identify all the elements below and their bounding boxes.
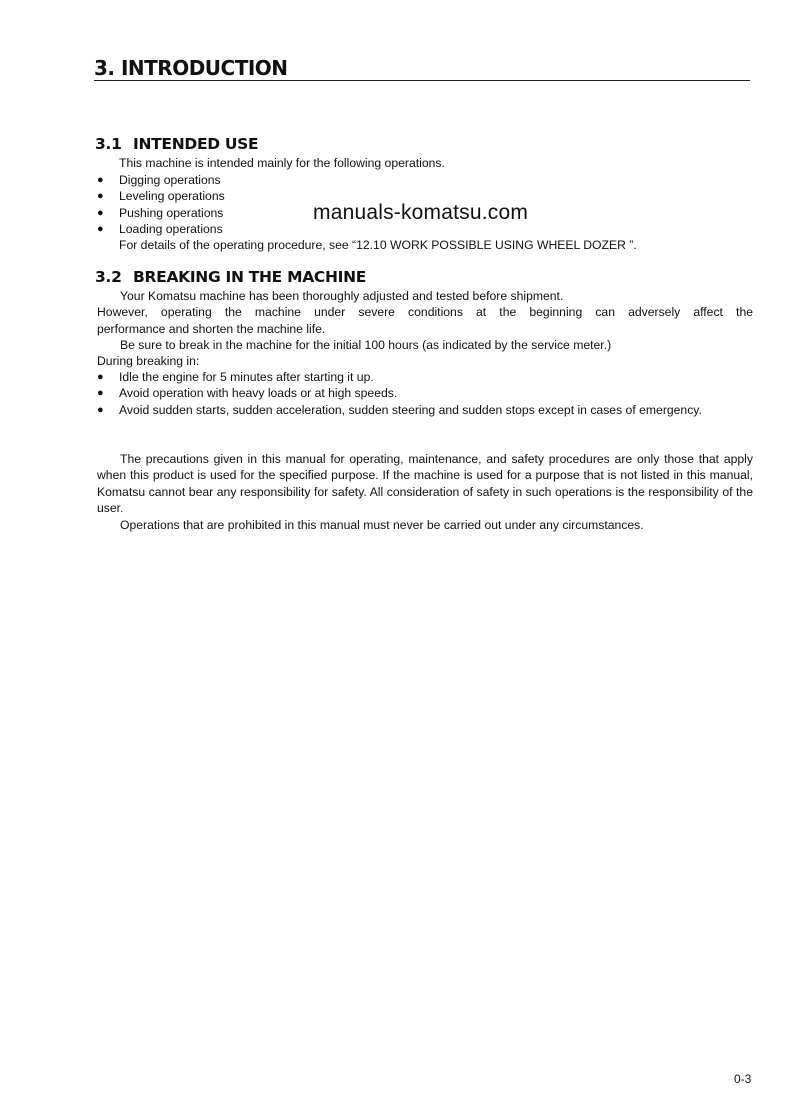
watermark: manuals-komatsu.com: [313, 201, 529, 224]
operations-list: [97, 172, 225, 237]
bullet-icon: ●: [97, 190, 104, 203]
bullet-icon: ●: [97, 222, 104, 235]
list-item: ● Digging operations: [97, 173, 221, 187]
breaking-in-para1-line1: Your Komatsu machine has been thoroughly adjusted and tested before shipment.: [120, 289, 564, 303]
precautions-paragraph: The precautions given in this manual for operating, maintenance, and safety procedures are only those that apply when this product is used for the specified purpose. If the machine is used for a purpose that is not listed in this manual, Komatsu cannot bear any responsibility for safety. All consideration of safety in such operations is the responsibility of the user.: [97, 452, 753, 515]
procedure-reference: For details of the operating procedure, see “12.10 WORK POSSIBLE USING WHEEL DOZER ”.: [119, 238, 637, 252]
title-rule: [94, 80, 750, 81]
page-number: 0-3: [734, 1072, 752, 1086]
list-item: ● Idle the engine for 5 minutes after starting it up.: [97, 370, 374, 384]
bullet-icon: ●: [97, 174, 104, 186]
breaking-in-list: [97, 369, 753, 418]
prohibited-operations: Operations that are prohibited in this manual must never be carried out under any circumstances.: [120, 518, 644, 532]
during-breaking-label: During breaking in:: [97, 354, 200, 368]
section-title: INTENDED USE: [133, 135, 259, 153]
section-heading-intended-use: [95, 135, 258, 153]
section-title: BREAKING IN THE MACHINE: [133, 268, 367, 286]
list-item: ● Avoid operation with heavy loads or at high speeds.: [97, 386, 398, 401]
list-item: ● Pushing operations: [97, 205, 224, 220]
bullet-icon: ●: [97, 387, 104, 400]
intended-use-intro: This machine is intended mainly for the following operations.: [119, 156, 445, 170]
section-number: 3.2: [95, 268, 122, 286]
bullet-icon: ●: [97, 206, 104, 219]
breaking-in-para1-line3: performance and shorten the machine life.: [97, 322, 326, 336]
list-item: ● Leveling operations: [97, 189, 225, 204]
section-number: 3.1: [95, 135, 122, 153]
section-heading-breaking-in: [95, 268, 366, 286]
breaking-in-para2: Be sure to break in the machine for the initial 100 hours (as indicated by the service meter.): [120, 338, 612, 352]
bullet-icon: ●: [97, 403, 104, 416]
bullet-icon: ●: [97, 371, 104, 383]
list-item: ● Loading operations: [97, 221, 223, 236]
breaking-in-para1-cont: However, operating the machine under severe conditions at the beginning can adversely affect the: [97, 305, 753, 319]
chapter-title: 3. INTRODUCTION: [94, 56, 288, 80]
list-item: ● Avoid sudden starts, sudden acceleration, sudden steering and sudden stops except in cases of emergency.: [97, 402, 702, 417]
